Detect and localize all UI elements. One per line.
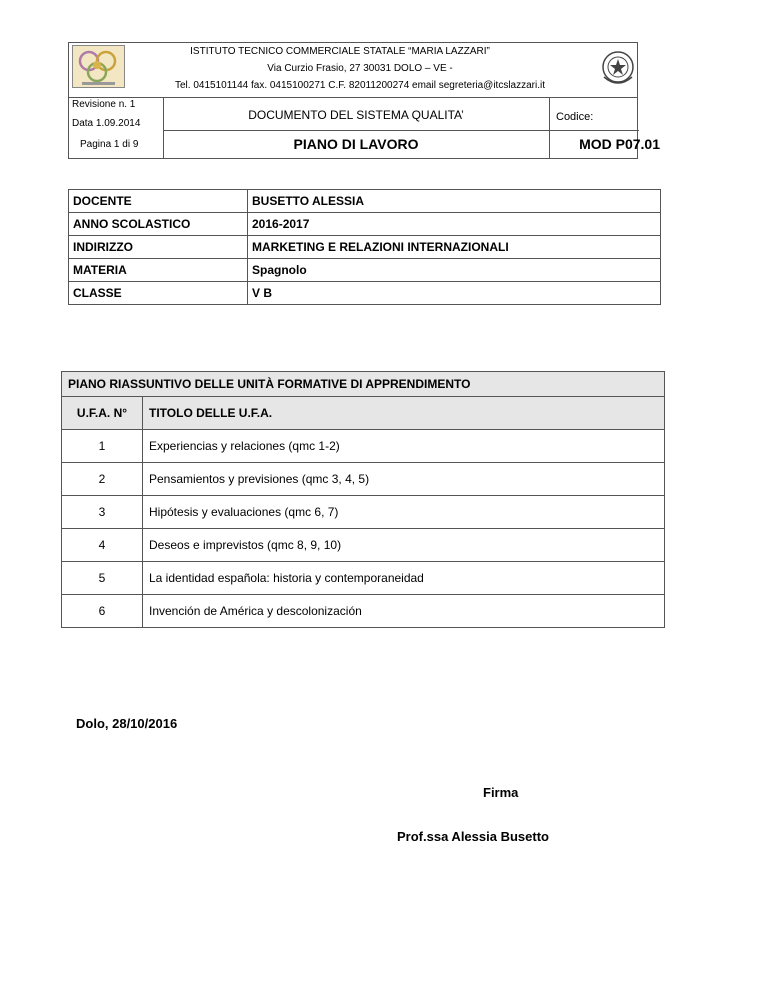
page-total: 9 [132,139,139,150]
info-key: INDIRIZZO [69,236,248,259]
info-key: DOCENTE [69,190,248,213]
info-key: MATERIA [69,259,248,282]
ufa-number: 1 [62,430,143,463]
info-row-indirizzo [69,236,661,259]
code-label: Codice: [556,111,594,123]
table-row [62,529,665,562]
school-contacts: Tel. 0415101144 fax. 0415100271 C.F. 82011200274 email segreteria@itcslazzari.it [174,80,546,91]
teacher-info-table [68,189,661,305]
signature-label: Firma [483,785,519,800]
column-header-number: U.F.A. N° [62,397,143,430]
ufa-title: Experiencias y relaciones (qmc 1-2) [143,430,665,463]
ufa-summary-table [61,371,665,628]
page-indicator [80,139,138,150]
info-key: CLASSE [69,282,248,305]
school-address: Via Curzio Frasio, 27 30031 DOLO – VE - [267,63,453,74]
table-row [62,430,665,463]
document-type: DOCUMENTO DEL SISTEMA QUALITA’ [248,108,464,122]
table-row [62,595,665,628]
info-row-materia [69,259,661,282]
info-value: V B [248,282,661,305]
code-value: MOD P07.01 [579,136,660,152]
info-row-docente [69,190,661,213]
column-header-title: TITOLO DELLE U.F.A. [143,397,665,430]
republic-emblem [598,45,638,91]
place-and-date: Dolo, 28/10/2016 [76,716,178,731]
revision-number: Revisione n. 1 [72,99,136,110]
ufa-title: Invención de América y descolonización [143,595,665,628]
ufa-number: 5 [62,562,143,595]
info-value: BUSETTO ALESSIA [248,190,661,213]
revision-date: Data 1.09.2014 [72,118,141,129]
info-value: 2016-2017 [248,213,661,236]
ufa-number: 4 [62,529,143,562]
school-logo [72,45,125,88]
page-label: Pagina [80,139,112,150]
ufa-table-title: PIANO RIASSUNTIVO DELLE UNITÀ FORMATIVE DI APPRENDIMENTO [62,372,665,397]
info-value: Spagnolo [248,259,661,282]
info-row-anno [69,213,661,236]
page-of: di [122,139,131,150]
school-name: ISTITUTO TECNICO COMMERCIALE STATALE “MARIA LAZZARI” [190,46,490,57]
document-title: PIANO DI LAVORO [293,136,419,152]
ufa-title: Deseos e imprevistos (qmc 8, 9, 10) [143,529,665,562]
ufa-number: 2 [62,463,143,496]
ufa-number: 6 [62,595,143,628]
signer-name: Prof.ssa Alessia Busetto [397,829,549,844]
ufa-title: Hipótesis y evaluaciones (qmc 6, 7) [143,496,665,529]
ufa-table-header-row [62,397,665,430]
info-key: ANNO SCOLASTICO [69,213,248,236]
table-row [62,463,665,496]
ufa-title: La identidad española: historia y contemporaneidad [143,562,665,595]
info-row-classe [69,282,661,305]
page-number: 1 [113,139,120,150]
info-value: MARKETING E RELAZIONI INTERNAZIONALI [248,236,661,259]
table-row [62,562,665,595]
table-row [62,496,665,529]
ufa-number: 3 [62,496,143,529]
ufa-title: Pensamientos y previsiones (qmc 3, 4, 5) [143,463,665,496]
ufa-table-title-row [62,372,665,397]
